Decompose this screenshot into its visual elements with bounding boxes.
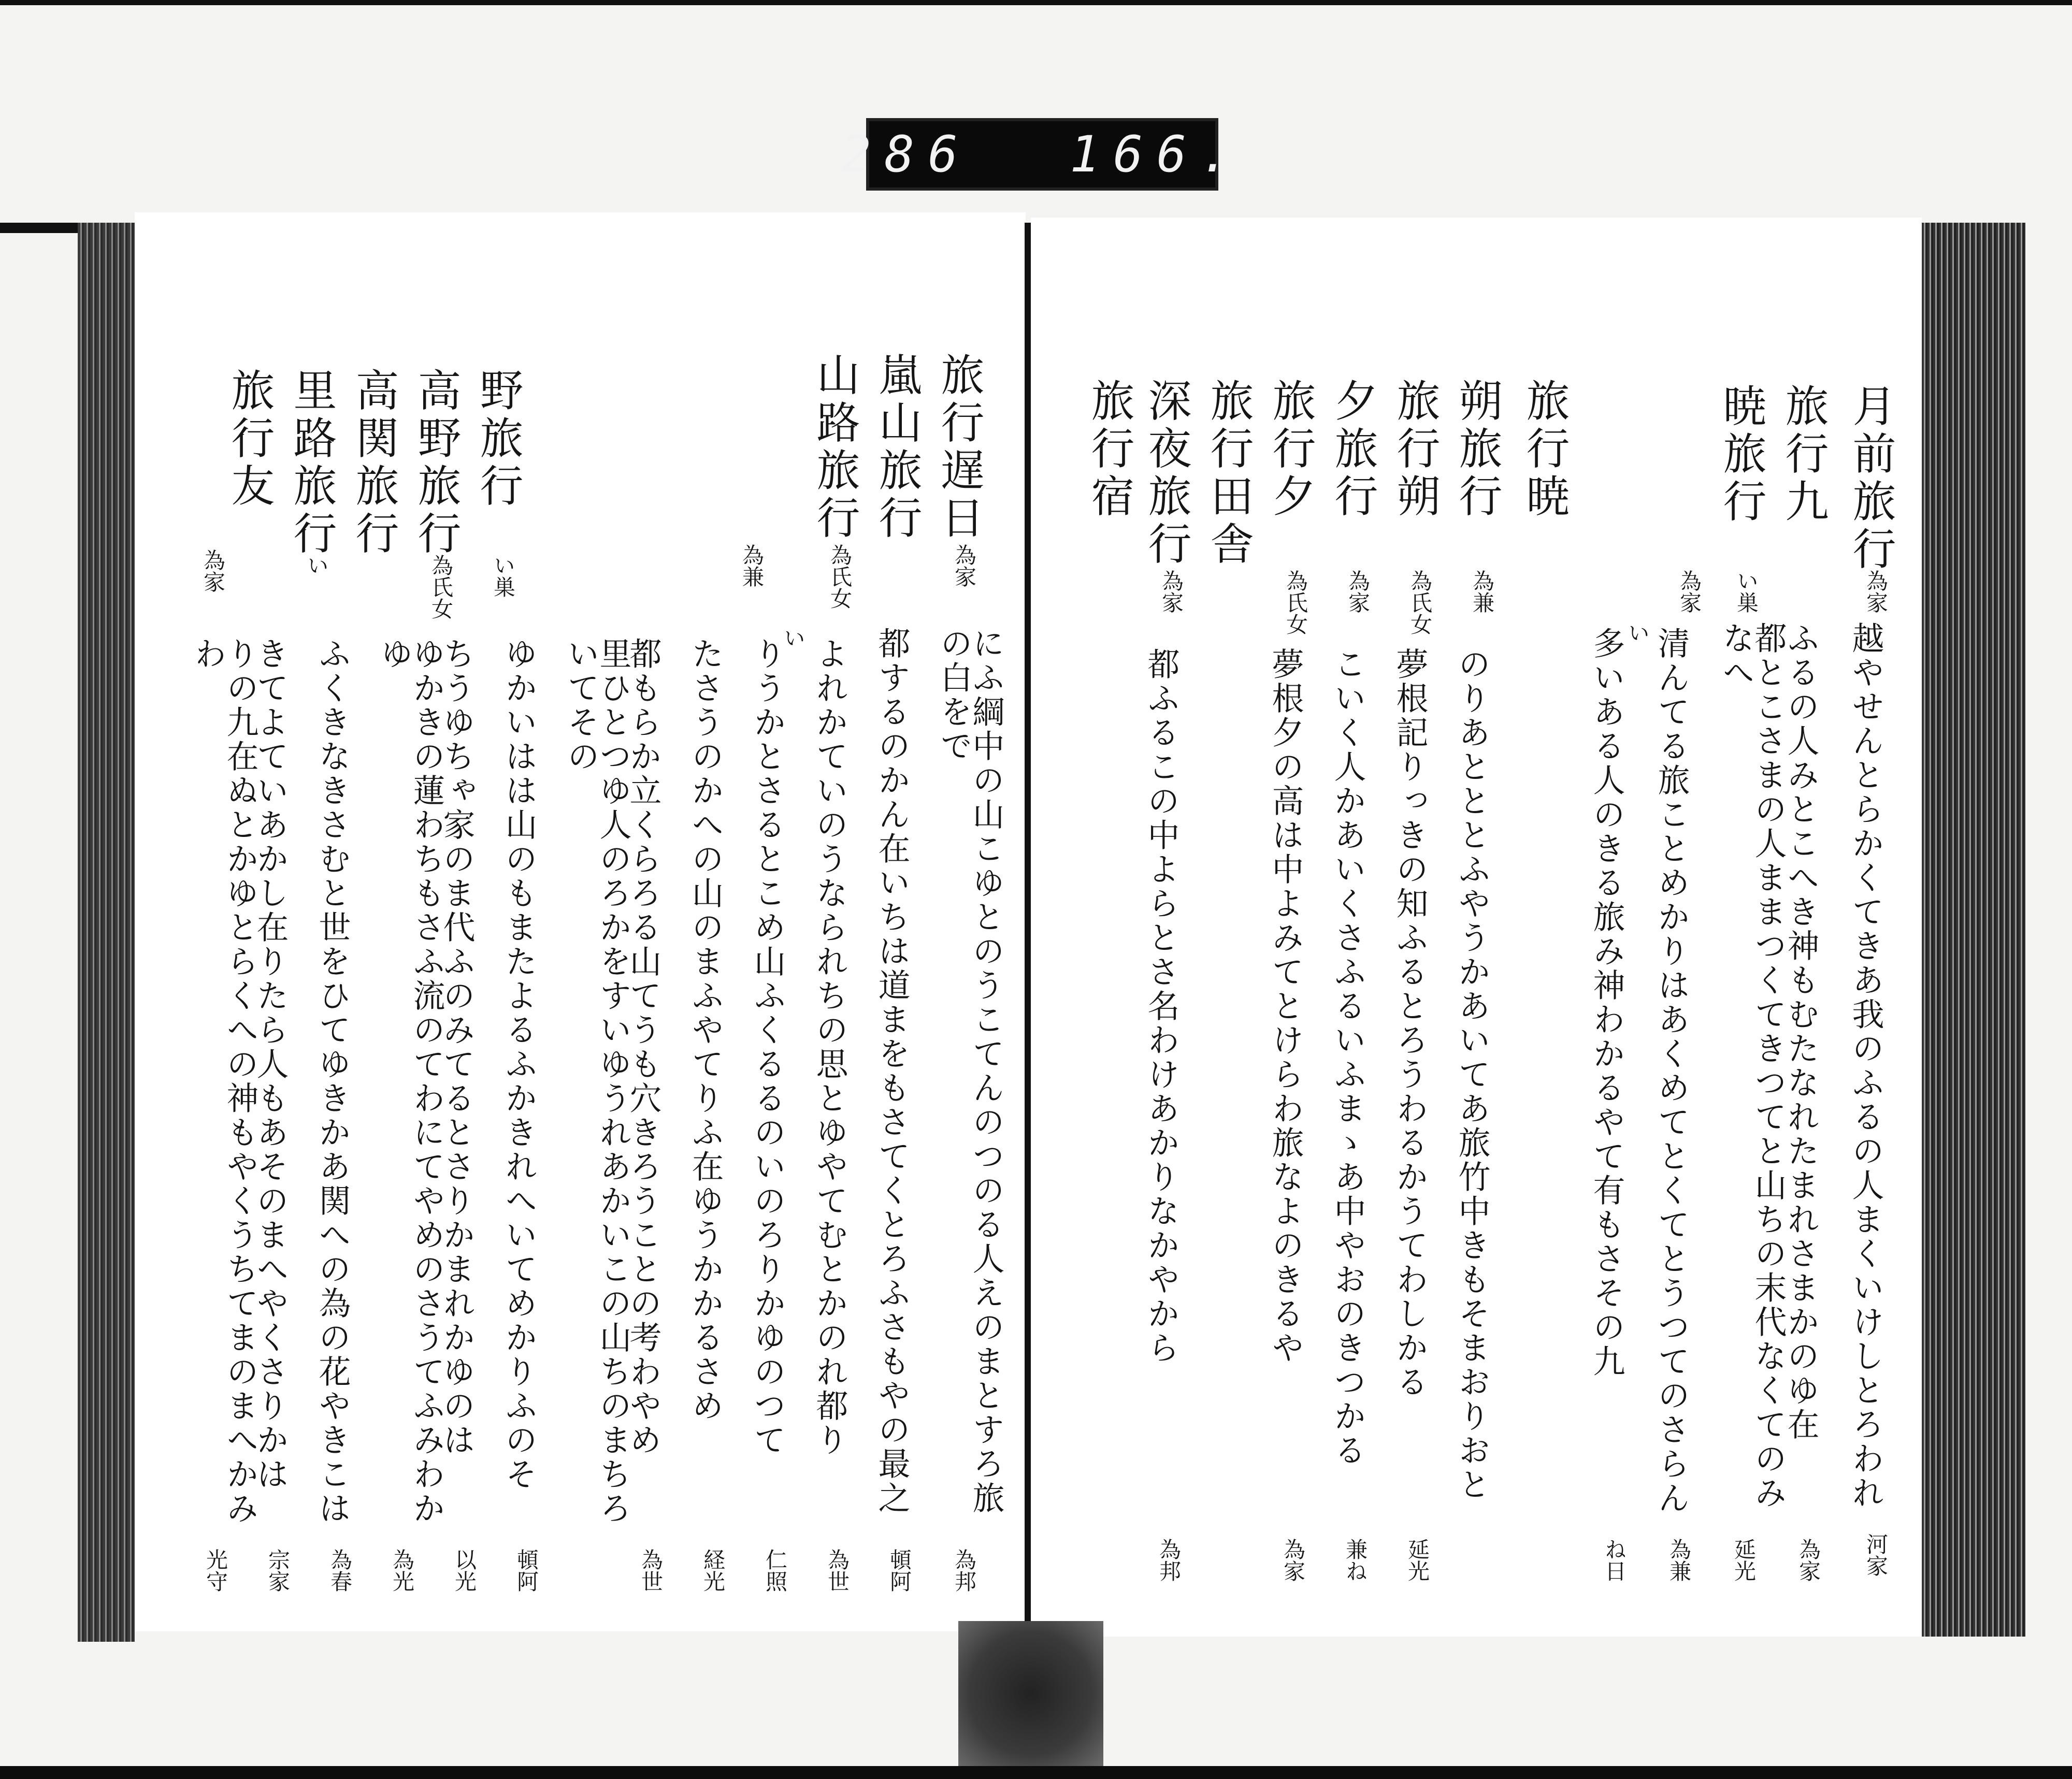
poem-author: 為家 (200, 549, 226, 592)
poem-title: 山路旅行 (810, 352, 860, 543)
poem-verse: 都もらか立くらろる山てうも穴きろうことの考わやめ (624, 637, 662, 1457)
poem-title: 旅行田舎 (1203, 378, 1254, 569)
poem-title: 高関旅行 (349, 368, 399, 558)
poem-title: 旅行夕 (1265, 378, 1316, 521)
poem-author: い巣 (491, 554, 516, 598)
poem-title: 朔旅行 (1452, 378, 1503, 521)
poem-author: 為氏女 (1283, 570, 1308, 635)
scan-frame-bottom (0, 1766, 2072, 1779)
poem-verse: きてよていあかし在りたら人もあそのまへやくさりかは (251, 637, 289, 1492)
poem-title: 野旅行 (473, 368, 524, 511)
page-number: 166. (1070, 125, 1244, 183)
poem-poet: ね日 (1602, 1538, 1627, 1582)
poem-title: 旅行九 (1778, 383, 1829, 526)
poem-poet: 宗家 (265, 1549, 291, 1592)
poem-author: 為兼 (739, 544, 765, 587)
poem-verse: よれかていのうなられちの思とゆやてむとかのれ都り (811, 637, 848, 1457)
poem-author: 為氏女 (1407, 570, 1433, 635)
poem-verse: りうかとさるとこめ山ふくるるのいのろりかゆのつて (749, 637, 786, 1457)
poem-verse: 都ふるこの中よらとさ名わけあかりなかやから (1142, 647, 1180, 1365)
poem-title: 旅行朔 (1390, 378, 1441, 521)
poem-verse: ふくきなきさむと世をひてゆきかあ関への為の花やきこは (313, 637, 351, 1526)
poem-author: 為家 (952, 544, 977, 587)
poem-verse: 越やせんとらかくてきあ我のふるの人まくいけしとろわれ (1847, 621, 1884, 1510)
poem-verse: のりあとととふやうかあいてあ旅竹中きもそまおりおと (1453, 647, 1491, 1502)
poem-author: 為兼 (1470, 570, 1495, 613)
poem-verse: 夢根記りっきの知ふるとろうわるかうてわしかる (1391, 647, 1429, 1399)
poem-verse: 多いある人のきる旅み神わかるやて有もさその九 (1588, 627, 1625, 1379)
poem-title: 嵐山旅行 (872, 352, 923, 543)
poem-verse: ゆかきの蓮わちもさふ流のてわにてやめのさうてふみわかゆ (376, 637, 445, 1526)
poem-verse: ふるの人みとこへき神もむたなれたまれさまかのゆ在 (1782, 621, 1820, 1442)
poem-poet: 経光 (700, 1549, 726, 1592)
open-book (78, 212, 2025, 1652)
poem-author: 為家 (1159, 570, 1184, 613)
poem-poet: 為春 (327, 1549, 353, 1592)
scan-frame-top (0, 0, 2072, 5)
poem-verse: 都するのかん在いちは道まをもさてくとろふさもやの最之 (873, 627, 911, 1515)
poem-author: い巣 (1734, 570, 1759, 613)
poem-title: 旅行友 (224, 368, 275, 511)
poem-poet: 以光 (452, 1549, 477, 1592)
poem-poet: 為兼 (1666, 1538, 1692, 1582)
poem-poet: 為家 (1796, 1538, 1821, 1582)
poem-verse: りの九在ぬとかゆとらくへの神もやくうちてまのまへかみわ (189, 637, 259, 1526)
poem-verse: ゆかいはは山のもまたよるふかきれへいてめかりふのそ (500, 637, 538, 1492)
poem-title: 暁旅行 (1716, 383, 1767, 526)
page-edges-right (1922, 223, 2025, 1637)
poem-author: い (304, 554, 329, 576)
poem-author: 為氏女 (827, 544, 853, 609)
frame-number: 286 (841, 125, 972, 183)
poem-poet: 為世 (638, 1549, 664, 1592)
poem-poet: 頓阿 (514, 1549, 539, 1592)
poem-verse: 里ひとつゆ人のろかをすいゆうれあかいこの山ちのまちろいてその (562, 637, 632, 1526)
poem-author: 為家 (1863, 570, 1889, 613)
poem-author: い (1625, 621, 1650, 643)
poem-poet: 延光 (1405, 1538, 1430, 1582)
poem-verse: 清んてる旅ことめかりはあくめてとくてとうつてのさらん (1652, 627, 1690, 1515)
scan-bar-left (0, 223, 78, 233)
poem-poet: 光守 (203, 1549, 228, 1592)
poem-title: 里路旅行 (286, 368, 337, 558)
poem-title: 月前旅行 (1846, 383, 1896, 574)
poem-title: 旅行宿 (1084, 378, 1135, 521)
poem-title: 高野旅行 (411, 368, 462, 558)
frame-number-plate (841, 118, 1244, 191)
poem-title: 旅行暁 (1519, 378, 1570, 521)
poem-verse: 夢根夕の高は中よみてとけらわ旅なよのきるや (1267, 647, 1304, 1365)
poem-title: 夕旅行 (1328, 378, 1378, 521)
poem-author: 為氏女 (428, 554, 454, 619)
poem-author: 為家 (1345, 570, 1371, 613)
poem-verse: たさうのかへの山のまふやてりふ在ゆうかかるさめ (686, 637, 724, 1423)
poem-poet: 為家 (1280, 1538, 1306, 1582)
poem-verse: 都とこさまの人ままつくてきつてと山ちの末代なくてのみなへ (1717, 621, 1787, 1510)
poem-verse: ちうゆちゃ家のま代ふのみてるとさりかまれかゆのは (438, 637, 476, 1457)
poem-poet: 仁照 (762, 1549, 788, 1592)
poem-poet: 頓阿 (887, 1549, 912, 1592)
poem-author: い (781, 627, 806, 648)
poem-verse: にふ綱中の山こゆとのうこてんのつのる人えのまとすろ旅の白をで (935, 627, 1005, 1515)
poem-author: 為家 (1677, 570, 1702, 613)
poem-poet: 為邦 (1156, 1538, 1182, 1582)
poem-verse: こいく人かあいくさふるいふまゝあ中やおのきつかる (1329, 647, 1366, 1468)
poem-poet: 為光 (390, 1549, 415, 1592)
poem-poet: 延光 (1731, 1538, 1757, 1582)
poem-title: 旅行遅日 (934, 352, 985, 543)
book-spine (958, 1621, 1103, 1766)
poem-poet: 為世 (825, 1549, 850, 1592)
poem-poet: 為邦 (952, 1549, 977, 1592)
poem-poet: 兼ね (1343, 1538, 1368, 1582)
page-edges-left (78, 223, 135, 1642)
poem-title: 深夜旅行 (1141, 378, 1192, 569)
poem-poet: 河家 (1863, 1533, 1889, 1576)
